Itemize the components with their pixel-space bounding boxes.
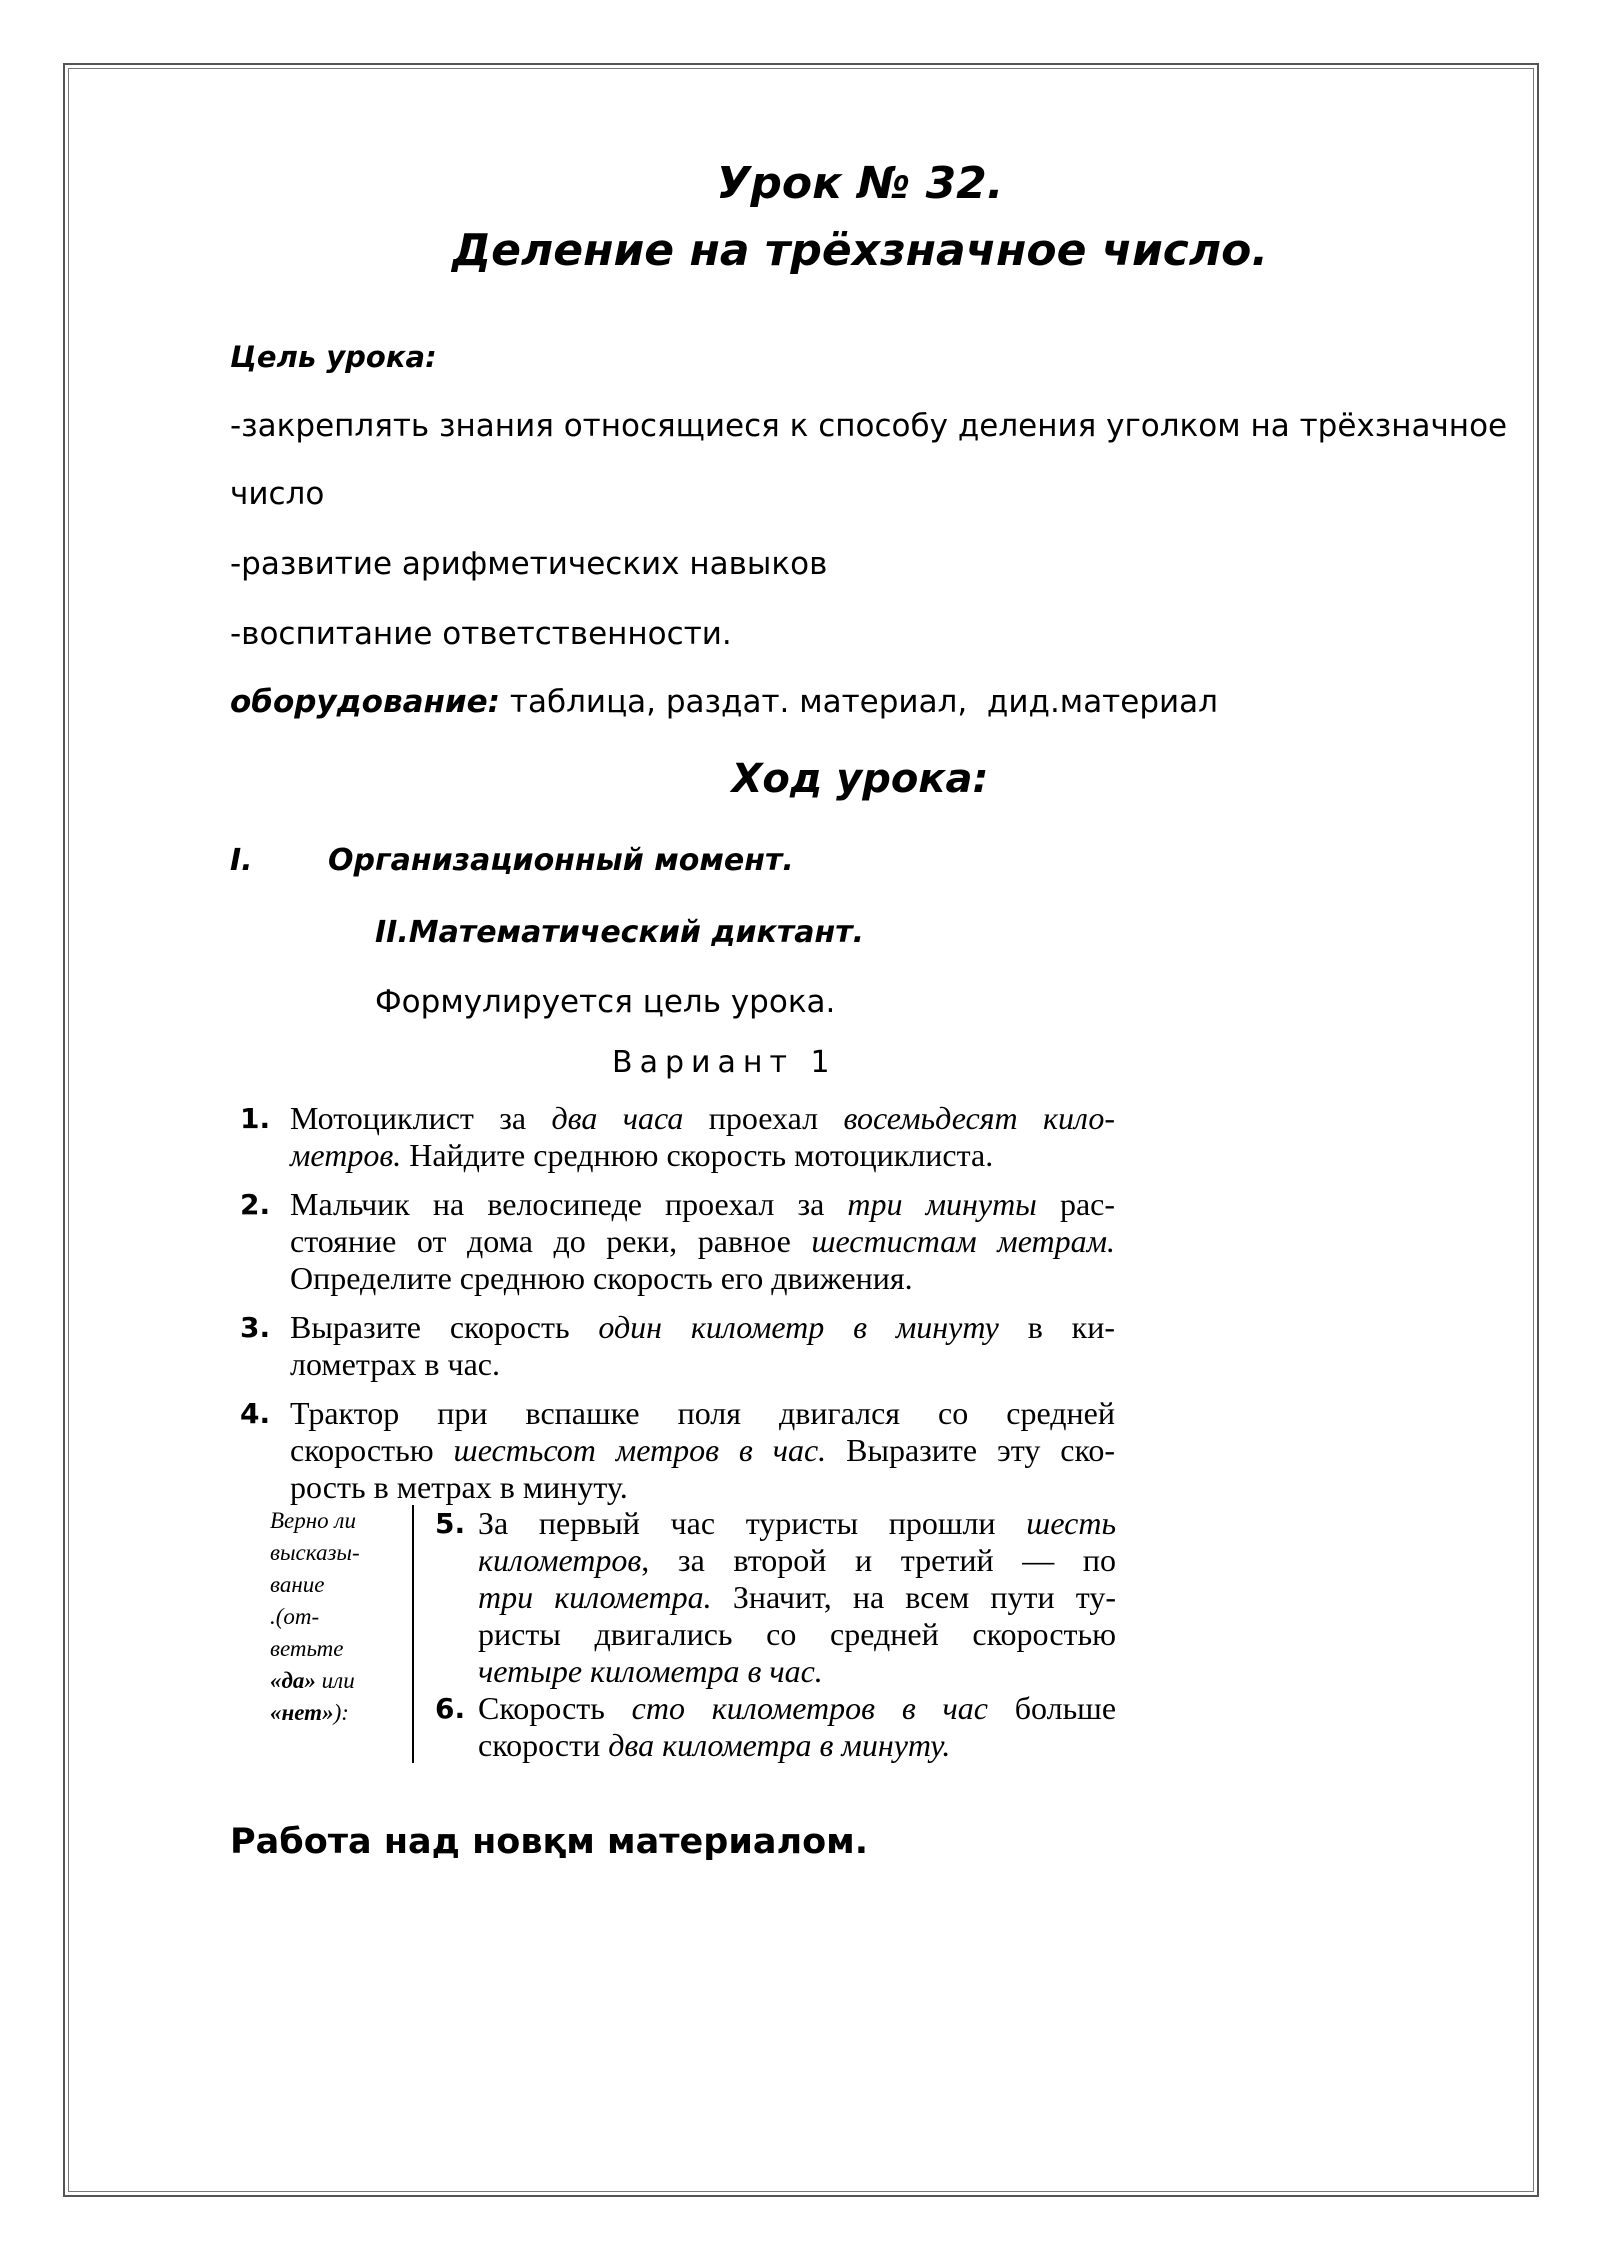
side-note bbox=[270, 1505, 400, 1729]
task-line: Скорость сто километров в час больше bbox=[478, 1690, 1117, 1726]
task-number: 1. bbox=[240, 1102, 271, 1135]
section-2-title: II.Математический диктант. bbox=[375, 915, 865, 950]
side-note-divider bbox=[412, 1505, 414, 1763]
goal-item-3: -воспитание ответственности. bbox=[230, 616, 732, 652]
task-line: скорости два километра в минуту. bbox=[478, 1727, 951, 1763]
task-number: 3. bbox=[240, 1311, 271, 1344]
equipment-label: оборудование: bbox=[230, 684, 501, 720]
task-line: Трактор при вспашке поля двигался со средней bbox=[290, 1395, 1115, 1431]
task-line: Мотоциклист за два часа проехал восемьдесят кило- bbox=[290, 1100, 1116, 1136]
task-text bbox=[290, 1100, 1115, 1174]
task-line: Мальчик на велосипеде проехал за три минуты рас- bbox=[290, 1186, 1116, 1222]
side-note-line: высказы- bbox=[270, 1540, 360, 1565]
goal-item-1-continuation: число bbox=[230, 476, 325, 512]
textbook-scan bbox=[240, 1045, 1140, 1765]
progress-heading: Ход урока: bbox=[731, 756, 989, 802]
task-line: метров. Найдите среднюю скорость мотоциклиста. bbox=[290, 1137, 994, 1173]
task-line: Определите среднюю скорость его движения. bbox=[290, 1260, 913, 1296]
closing-heading: Работа над новқм материалом. bbox=[230, 1822, 869, 1862]
side-note-line: «да» или bbox=[270, 1668, 355, 1693]
task-text bbox=[478, 1505, 1116, 1690]
lesson-title: Урок № 32. bbox=[716, 158, 1004, 209]
task-line: лометрах в час. bbox=[290, 1346, 500, 1382]
side-note-line: «нет»): bbox=[270, 1700, 349, 1725]
goal-item-2: -развитие арифметических навыков bbox=[230, 546, 828, 582]
task-text bbox=[290, 1395, 1115, 1506]
task-line: километров, за второй и третий — по bbox=[478, 1542, 1116, 1578]
side-note-line: ветьте bbox=[270, 1636, 344, 1661]
lesson-topic: Деление на трёхзначное число. bbox=[451, 225, 1269, 276]
task-line: Выразите скорость один километр в минуту в ки- bbox=[290, 1309, 1115, 1345]
task-line: рость в метрах в минуту. bbox=[290, 1469, 628, 1505]
task-number: 5. bbox=[435, 1507, 466, 1540]
task-line: три километра. Значит, на всем пути ту- bbox=[478, 1579, 1117, 1615]
task-text bbox=[290, 1186, 1115, 1297]
task-line: скоростью шестьсот метров в час. Выразите эту ско- bbox=[290, 1432, 1116, 1468]
task-line: стояние от дома до реки, равное шестистам метрам. bbox=[290, 1223, 1116, 1259]
equipment-line bbox=[230, 684, 1218, 720]
goal-label: Цель урока: bbox=[230, 340, 437, 374]
equipment-text: таблица, раздат. материал, дид.материал bbox=[500, 684, 1218, 720]
task-text bbox=[478, 1690, 1116, 1764]
task-line: За первый час туристы прошли шесть bbox=[478, 1505, 1116, 1541]
side-note-line: .(от- bbox=[270, 1604, 320, 1629]
goal-item-1: -закреплять знания относящиеся к способу деления уголком на трёхзначное bbox=[230, 408, 1508, 444]
variant-heading: Вариант 1 bbox=[612, 1045, 837, 1080]
task-line: ристы двигались со средней скоростью bbox=[478, 1616, 1116, 1652]
side-note-line: Верно ли bbox=[270, 1508, 356, 1533]
side-note-line: вание bbox=[270, 1572, 325, 1597]
section-2-note: Формулируется цель урока. bbox=[375, 984, 836, 1020]
section-1-title: Организационный момент. bbox=[328, 843, 794, 878]
section-1-number: I. bbox=[230, 843, 253, 878]
task-number: 6. bbox=[435, 1692, 466, 1725]
task-number: 4. bbox=[240, 1397, 271, 1430]
task-line: четыре километра в час. bbox=[478, 1653, 823, 1689]
task-number: 2. bbox=[240, 1188, 271, 1221]
task-text bbox=[290, 1309, 1115, 1383]
